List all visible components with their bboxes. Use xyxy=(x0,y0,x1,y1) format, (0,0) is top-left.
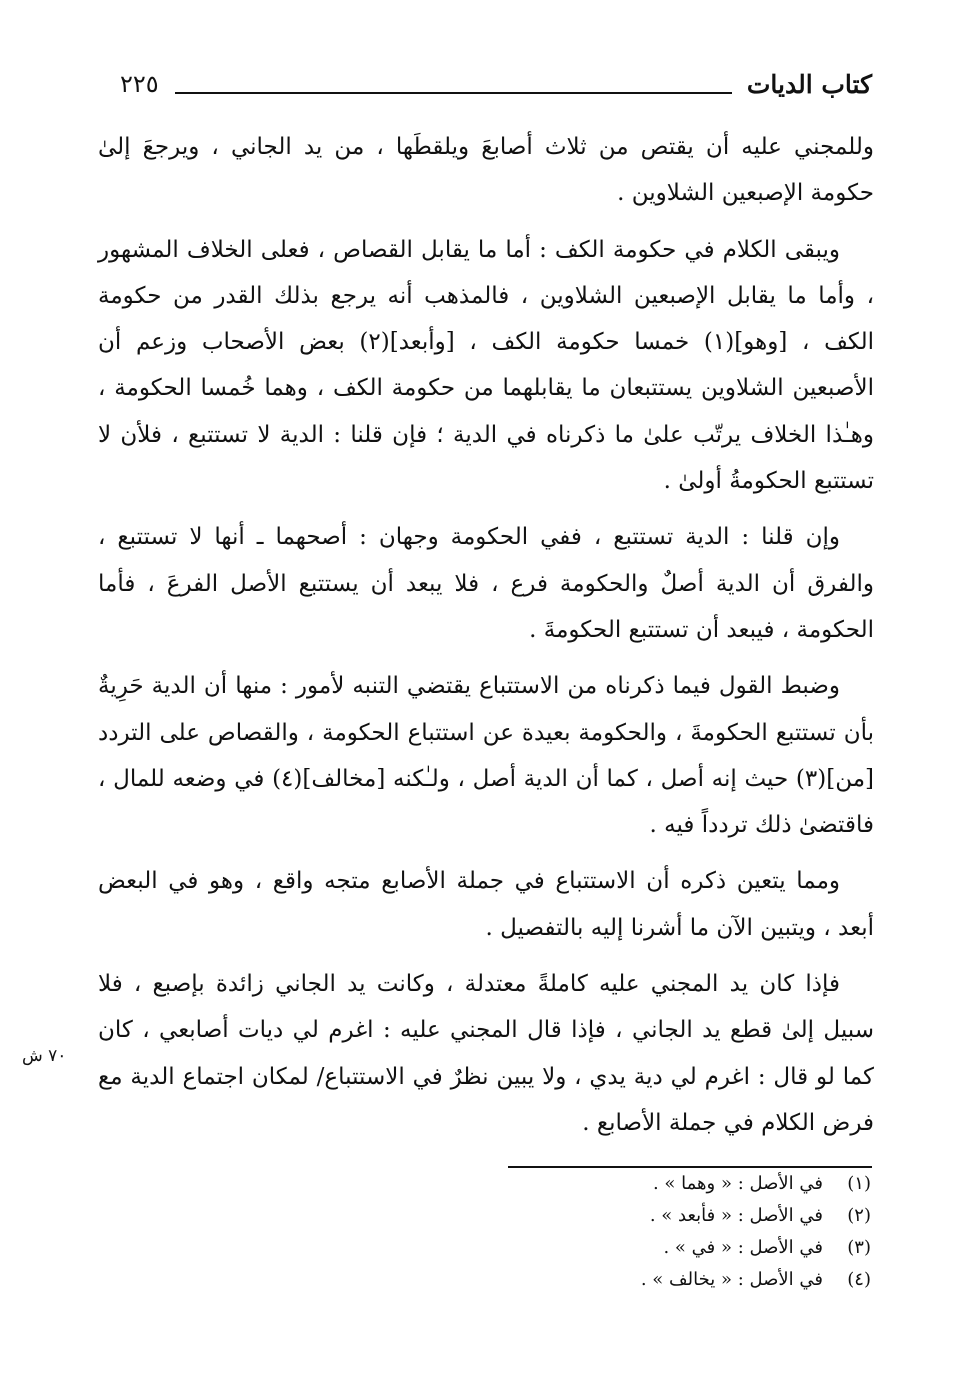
main-text xyxy=(98,124,874,1156)
paragraph: وضبط القول فيما ذكرناه من الاستتباع يقتضي التنبه لأمور : منها أن الدية حَرِيةٌ بأن تستتبع الحكومةَ ، والحكومة بعيدة عن استتباع الحكومة ، والقصاص على التردد [من](٣) حيث إنه أصل ، كما أن الدية أصل ، ولـٰكنه [مخالف](٤) في وضعه للمال ، فاقتضىٰ ذلك تردداً فيه . xyxy=(98,673,874,839)
footnote-number: (٣) xyxy=(847,1237,871,1258)
footnote-number: (١) xyxy=(847,1173,871,1194)
paragraph: ويبقى الكلام في حكومة الكف : أما ما يقابل القصاص ، فعلى الخلاف المشهور ، وأما ما يقابل الإصبعين الشلاوين ، فالمذهب أنه يرجع بذلك القدر من حكومة الكف ، [وهو](١) خمسا حكومة الكف ، [وأبعد](٢) بعض الأصحاب وزعم أن الأصبعين الشلاوين يستتبعان ما يقابلهما من حكومة الكف ، وهما خُمسا الحكومة ، وهـٰذا الخلاف يرتّب علىٰ ما ذكرناه في الدية ؛ فإن قلنا : الدية لا تستتبع ، فلأن لا تستتبع الحكومةُ أولىٰ . xyxy=(98,236,874,495)
footnote xyxy=(451,1232,871,1264)
footnote xyxy=(451,1264,871,1296)
footnote-text: في الأصل : « في » . xyxy=(663,1237,823,1258)
paragraph: ومما يتعين ذكره أن الاستتباع في جملة الأصابع متجه واقع ، وهو في البعض أبعد ، ويتبين الآن ما أشرنا إليه بالتفصيل . xyxy=(98,868,874,941)
book-title: كتاب الديات xyxy=(746,70,872,99)
footnote-text: في الأصل : « يخالف » . xyxy=(640,1269,823,1290)
footnote-text: في الأصل : « وهما » . xyxy=(652,1173,823,1194)
paragraph: وإن قلنا : الدية تستتبع ، ففي الحكومة وجهان : أصحهما ـ أنها لا تستتبع ، والفرق أن الدية أصلٌ والحكومة فرع ، فلا يبعد أن يستتبع الأصل الفرعَ ، فأما الحكومة ، فيبعد أن تستتبع الحكومةَ . xyxy=(98,524,874,643)
header-rule xyxy=(175,92,732,94)
footnotes xyxy=(451,1168,871,1296)
running-header xyxy=(100,70,872,110)
paragraph: فإذا كان يد المجني عليه كاملةً معتدلة ، وكانت يد الجاني زائدة بإصبع ، فلا سبيل إلىٰ قطع يد الجاني ، فإذا قال المجني عليه : اغرم لي ديات أصابعي ، كان كما لو قال : اغرم لي دية يدي ، ولا يبين نظرٌ في الاستتباع/ لمكان اجتماع الدية مع فرض الكلام في جملة الأصابع . xyxy=(98,971,874,1136)
footnote-text: في الأصل : « فأبعد » . xyxy=(649,1205,823,1226)
footnote xyxy=(451,1168,871,1200)
footnote-number: (٢) xyxy=(847,1205,871,1226)
footnote xyxy=(451,1200,871,1232)
manuscript-folio-marker: ٧٠ ش xyxy=(22,1046,67,1066)
page-number: ٢٢٥ xyxy=(120,70,159,98)
paragraph: وللمجني عليه أن يقتص من ثلاث أصابعَ ويلقطَها ، من يد الجاني ، ويرجعَ إلىٰ حكومة الإصبعين الشلاوين . xyxy=(98,134,874,207)
footnote-number: (٤) xyxy=(847,1269,871,1290)
